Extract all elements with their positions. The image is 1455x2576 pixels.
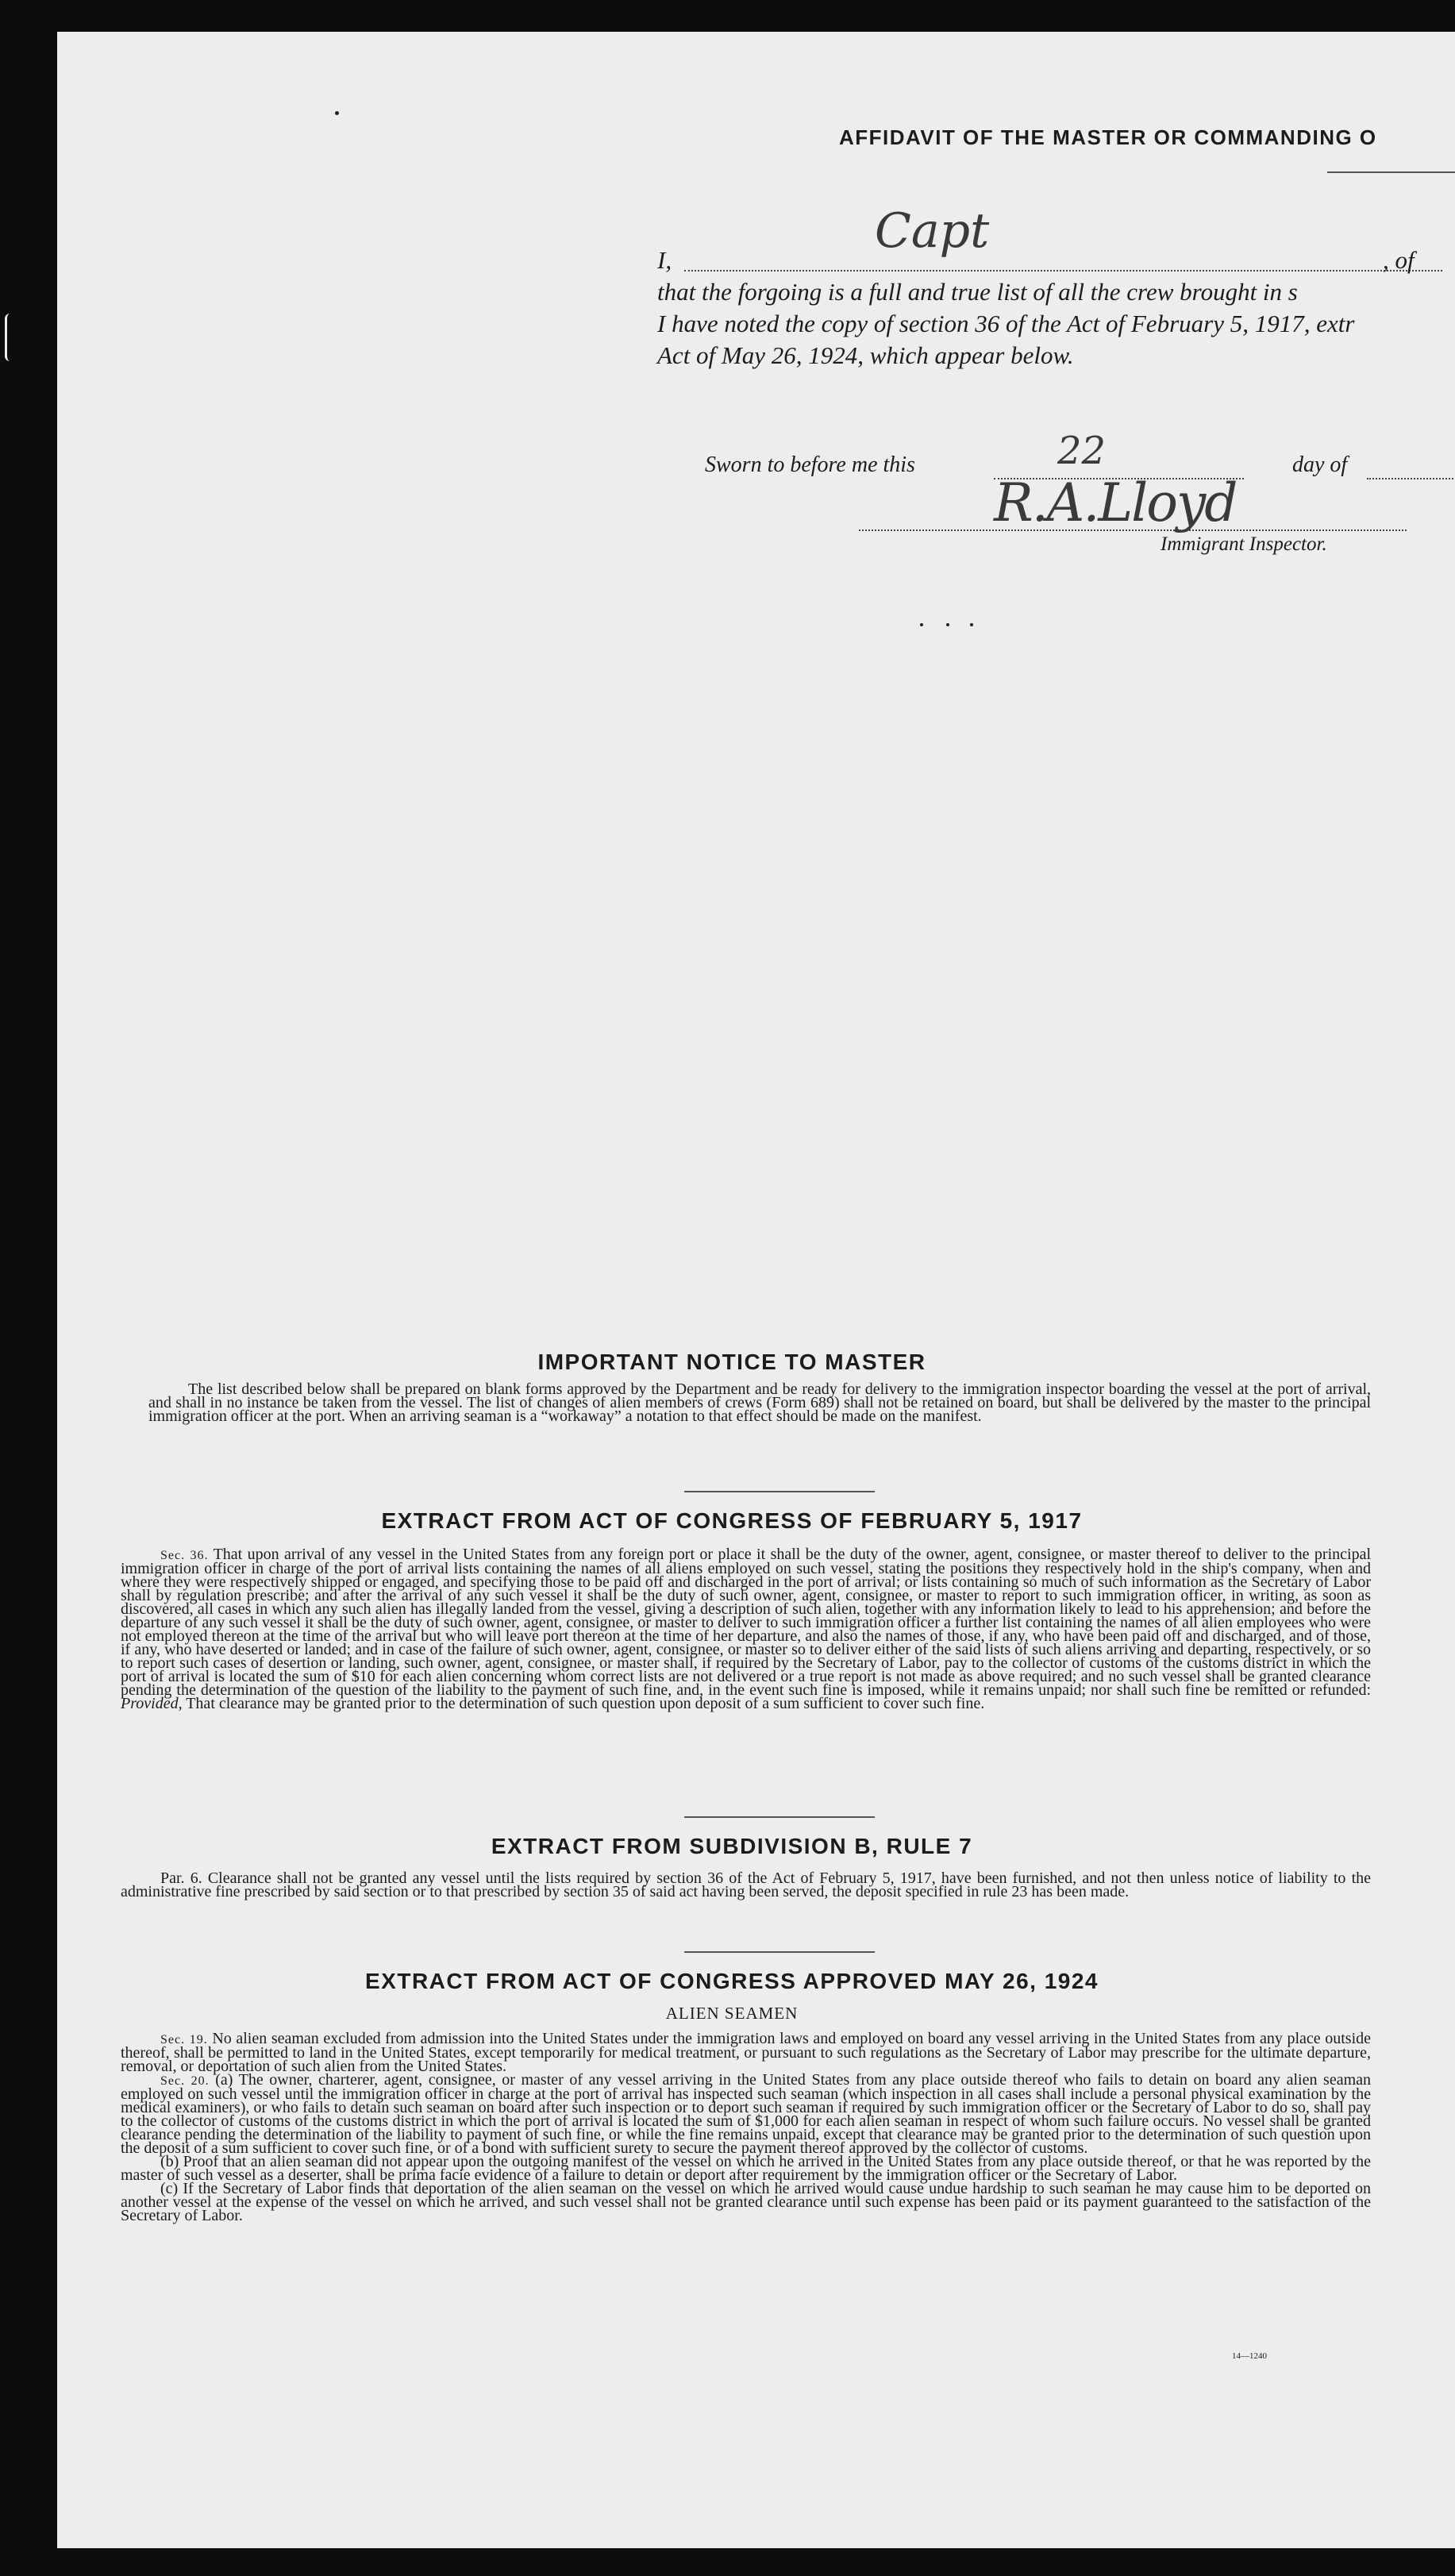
notice-title: IMPORTANT NOTICE TO MASTER [537,1350,926,1374]
day-of-text: day of [1292,452,1348,477]
subdivision-title: EXTRACT FROM SUBDIVISION B, RULE 7 [491,1834,973,1858]
immigrant-inspector-label: Immigrant Inspector. [1161,533,1327,555]
sec-20-label: Sec. 20. [160,2074,210,2088]
affidavit-of: , of [1383,246,1415,274]
sec-36-text: That upon arrival of any vessel in the United States from any foreign port or place it shall be the duty of the owner, agent, consignee, or master thereof to deliver to the principal immigration officer in charge of the port of arrival lists containing the names of all aliens employed on such vessel, stating the positions they respectively hold in the ship's company, when and where they were respectively shipped or engaged, and specifying those to be paid off and discharged in the port of arrival; or lists containing so much of such information as the Secretary of Labor shall by regulation prescribe; and after the arrival of any such vessel it shall be the duty of such owner, agent, consignee, or master to report to such immigration officer, in writing, as soon as discovered, all cases in which any such alien has illegally landed from the vessel, giving a description of such alien, together with any information likely to lead to his apprehension; and before the departure of any such vessel it shall be the duty of such owner, agent, consignee, or master to deliver to such immigration officer a further list containing the names of all alien employees who were not employed thereon at the time of the arrival but who will leave port thereon at the time of her departure, and also the names of those, if any, who have been paid off and discharged, and of those, if any, who have deserted or landed; and in case of the failure of such owner, agent, consignee, or master so to deliver either of the said lists of such aliens arriving and departing, respectively, or so to report such cases of desertion or landing, such owner, agent, consignee, or master shall, if required by the Secretary of Labor, pay to the collector of customs of the customs district in which the port of arrival is located the sum of $10 for each alien concerning whom correct lists are not delivered or a true report is not made as above required; and no such vessel shall be granted clearance pending the determination of the question of the liability to the payment of such fine, and, in the event such fine is imposed, while it remains unpaid; nor shall such fine be remitted or refunded: [121,1546,1371,1699]
sec-19-text: No alien seaman excluded from admission into the United States under the immigration laws and employed on board any vessel arriving in the United States from any place outside thereof, shall be permitted to land in the United States, except temporarily for medical treatment, or pursuant to such regulations as the Secretary of Labor may prescribe for the ultimate departure, removal, or deportation of such alien from the United States. [121,2030,1372,2075]
sec-19-paragraph [121,2032,1371,2074]
act-1924-title: EXTRACT FROM ACT OF CONGRESS APPROVED MAY 26, 1924 [365,1969,1099,1993]
handwritten-signature: R.A.Lloyd [994,472,1237,533]
sec-20b-paragraph: (b) Proof that an alien seaman did not appear upon the outgoing manifest of the vessel on which he arrived in the United States from any place outside thereof, or that he was reported by the master of such vessel as a deserter, shall be prima facie evidence of a failure to detain or deport after requirement by the immigration officer or the Secretary of Labor. [121,2153,1371,2184]
form-number: 14—1240 [1232,2351,1267,2361]
subdivision-body [121,1869,1371,1900]
subdivision-paragraph: Par. 6. Clearance shall not be granted any vessel until the lists required by section 36 of the Act of February 5, 1917, have been furnished, and not then unless notice of liability to the administrative fine prescribed by said section or to that prescribed by section 35 of said act having been served, the deposit specified in rule 23 has been made. [121,1869,1371,1900]
affidavit-line-2: that the forgoing is a full and true list of all the crew brought in s [657,278,1298,306]
notice-paragraph: The list described below shall be prepared on blank forms approved by the Department and be ready for delivery to the immigration inspector boarding the vessel at the port of arrival, and shall in no instance be taken from the vessel. The list of changes of alien members of crews (Form 689) shall not be retained on board, but shall be delivered by the master to the principal immigration officer at the port. When an arriving seaman is a “workaway” a notation to that effect should be made on the manifest. [148,1380,1371,1425]
sec-36-label: Sec. 36. [160,1549,209,1562]
sec-36-tail: That clearance may be granted prior to the determination of such question upon deposit of a sum sufficient to cover such fine. [186,1695,985,1712]
paper-speck [946,623,949,626]
affidavit-line-4: Act of May 26, 1924, which appear below. [657,341,1074,369]
act-1917-paragraph [121,1548,1371,1711]
sec-20a-paragraph [121,2071,1372,2157]
handwritten-name: Capt [875,203,990,259]
notice-body [148,1380,1371,1425]
document-page [57,32,1455,2548]
master-name-line [684,270,1442,271]
sec-19-label: Sec. 19. [160,2033,208,2047]
alien-seamen-subtitle: ALIEN SEAMEN [665,2004,799,2023]
act-1924-body [121,2032,1371,2223]
handwritten-day: 22 [1057,429,1107,473]
subdivision-divider [684,1951,875,1953]
paper-speck [335,111,339,115]
affidavit-pronoun: I, [657,246,672,274]
paper-speck [970,623,973,626]
act-1917-title: EXTRACT FROM ACT OF CONGRESS OF FEBRUARY 5, 1917 [381,1508,1083,1533]
affidavit-line-3: I have noted the copy of section 36 of the Act of February 5, 1917, extr [657,310,1355,337]
page-edge-mark [5,314,15,361]
sec-20c-paragraph: (c) If the Secretary of Labor finds that deportation of the alien seaman on the vessel on which he arrived would cause undue hardship to such seaman he may cause him to be deported on another vessel at the expense of the vessel on which he arrived, and such vessel shall not be granted clearance until such expense has been paid or its payment guaranteed to the satisfaction of the Secretary of Labor. [121,2180,1371,2224]
sec-20a-text: (a) The owner, charterer, agent, consignee, or master of any vessel arriving in the United States from any place outside thereof who fails to detain on board any alien seaman employed on such vessel until the immigration officer in charge at the port of arrival has inspected such seaman (which inspection in all cases shall include a personal physical examination by the medical examiners), or who fails to detain such seaman on board after such inspection or to deport such seaman if required by such immigration officer or the Secretary of Labor to do so, shall pay to the collector of customs of the customs district in which the port of arrival is located the sum of $1,000 for each alien seaman in respect of whom such failure occurs. No vessel shall be granted clearance pending the determination of the liability to payment of such fine, or while the fine remains unpaid, except that clearance may be granted prior to the determination of such question upon the deposit of a sum sufficient to cover such fine, or of a bond with sufficient surety to secure the payment thereof approved by the collector of customs. [121,2071,1372,2157]
paper-speck [920,623,923,626]
act-1917-body [121,1548,1371,1711]
provided-text: Provided, [121,1695,183,1712]
act-1917-divider [684,1816,875,1818]
notice-divider [684,1491,875,1492]
header-rule [1327,171,1455,173]
affidavit-title: AFFIDAVIT OF THE MASTER OR COMMANDING O [839,125,1377,149]
month-line [1367,478,1455,479]
sworn-text: Sworn to before me this [705,452,915,477]
